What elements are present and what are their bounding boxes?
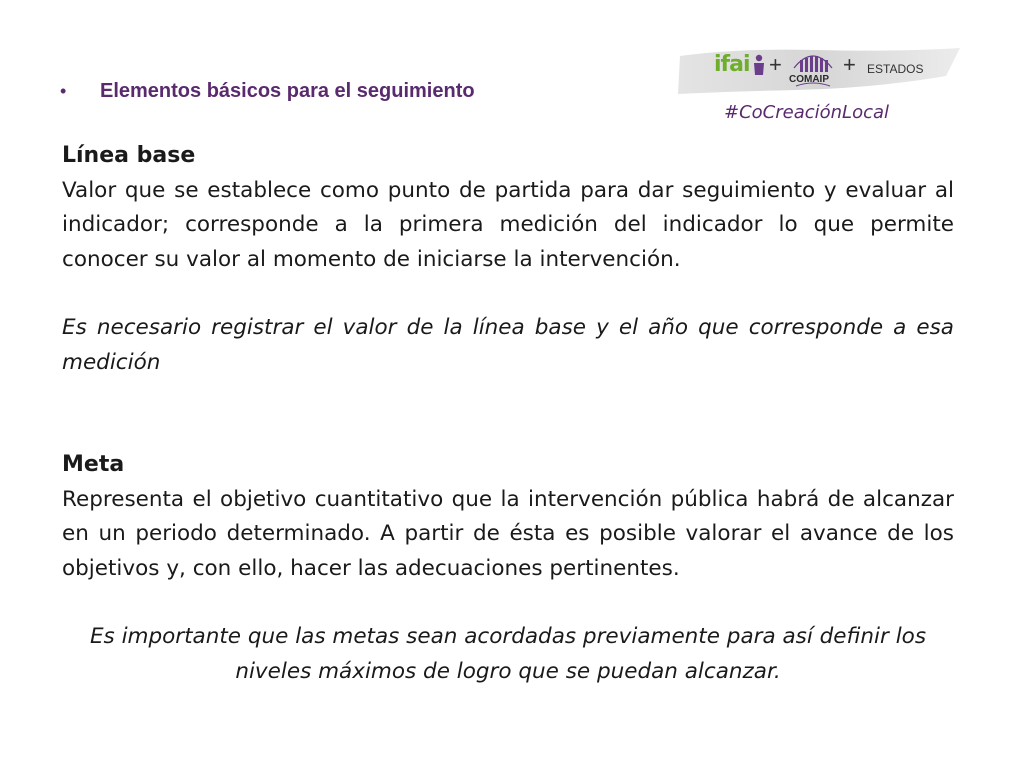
section-title-linea-base: Línea base	[62, 143, 196, 168]
section-body-meta: Representa el objetivo cuantitativo que la intervención pública habrá de alcanzar en un periodo determinado. A partir de ésta es posible valorar el avance de los objetivos y, con ello, hacer las adecuaciones pertinentes.	[62, 486, 954, 581]
content-body	[62, 139, 954, 689]
plus-sign-2: +	[843, 52, 856, 77]
plus-sign-1: +	[769, 52, 782, 77]
ifai-person-icon	[752, 54, 766, 76]
section-body-linea-base: Valor que se establece como punto de partida para dar seguimiento y evaluar al indicador; corresponde a la primera medición del indicador lo que permite conocer su valor al momento de iniciarse la intervención.	[62, 177, 954, 272]
header-bullet-item	[60, 80, 475, 103]
comaip-logo-text: COMAIP	[789, 74, 829, 85]
header-title: Elementos básicos para el seguimiento	[100, 80, 475, 102]
section-note-linea-base: Es necesario registrar el valor de la línea base y el año que corresponde a esa medición	[62, 315, 954, 375]
section-title-meta: Meta	[62, 452, 125, 477]
bullet-icon: •	[60, 81, 67, 101]
ifai-logo-text: ifai	[714, 52, 750, 77]
ifai-logo	[714, 52, 750, 77]
hashtag-label: #CoCreaciónLocal	[724, 102, 890, 123]
section-note-meta: Es importante que las metas sean acordadas previamente para así definir los niveles máximos de logro que se puedan alcanzar.	[89, 624, 927, 684]
estados-label: ESTADOS	[867, 62, 924, 76]
